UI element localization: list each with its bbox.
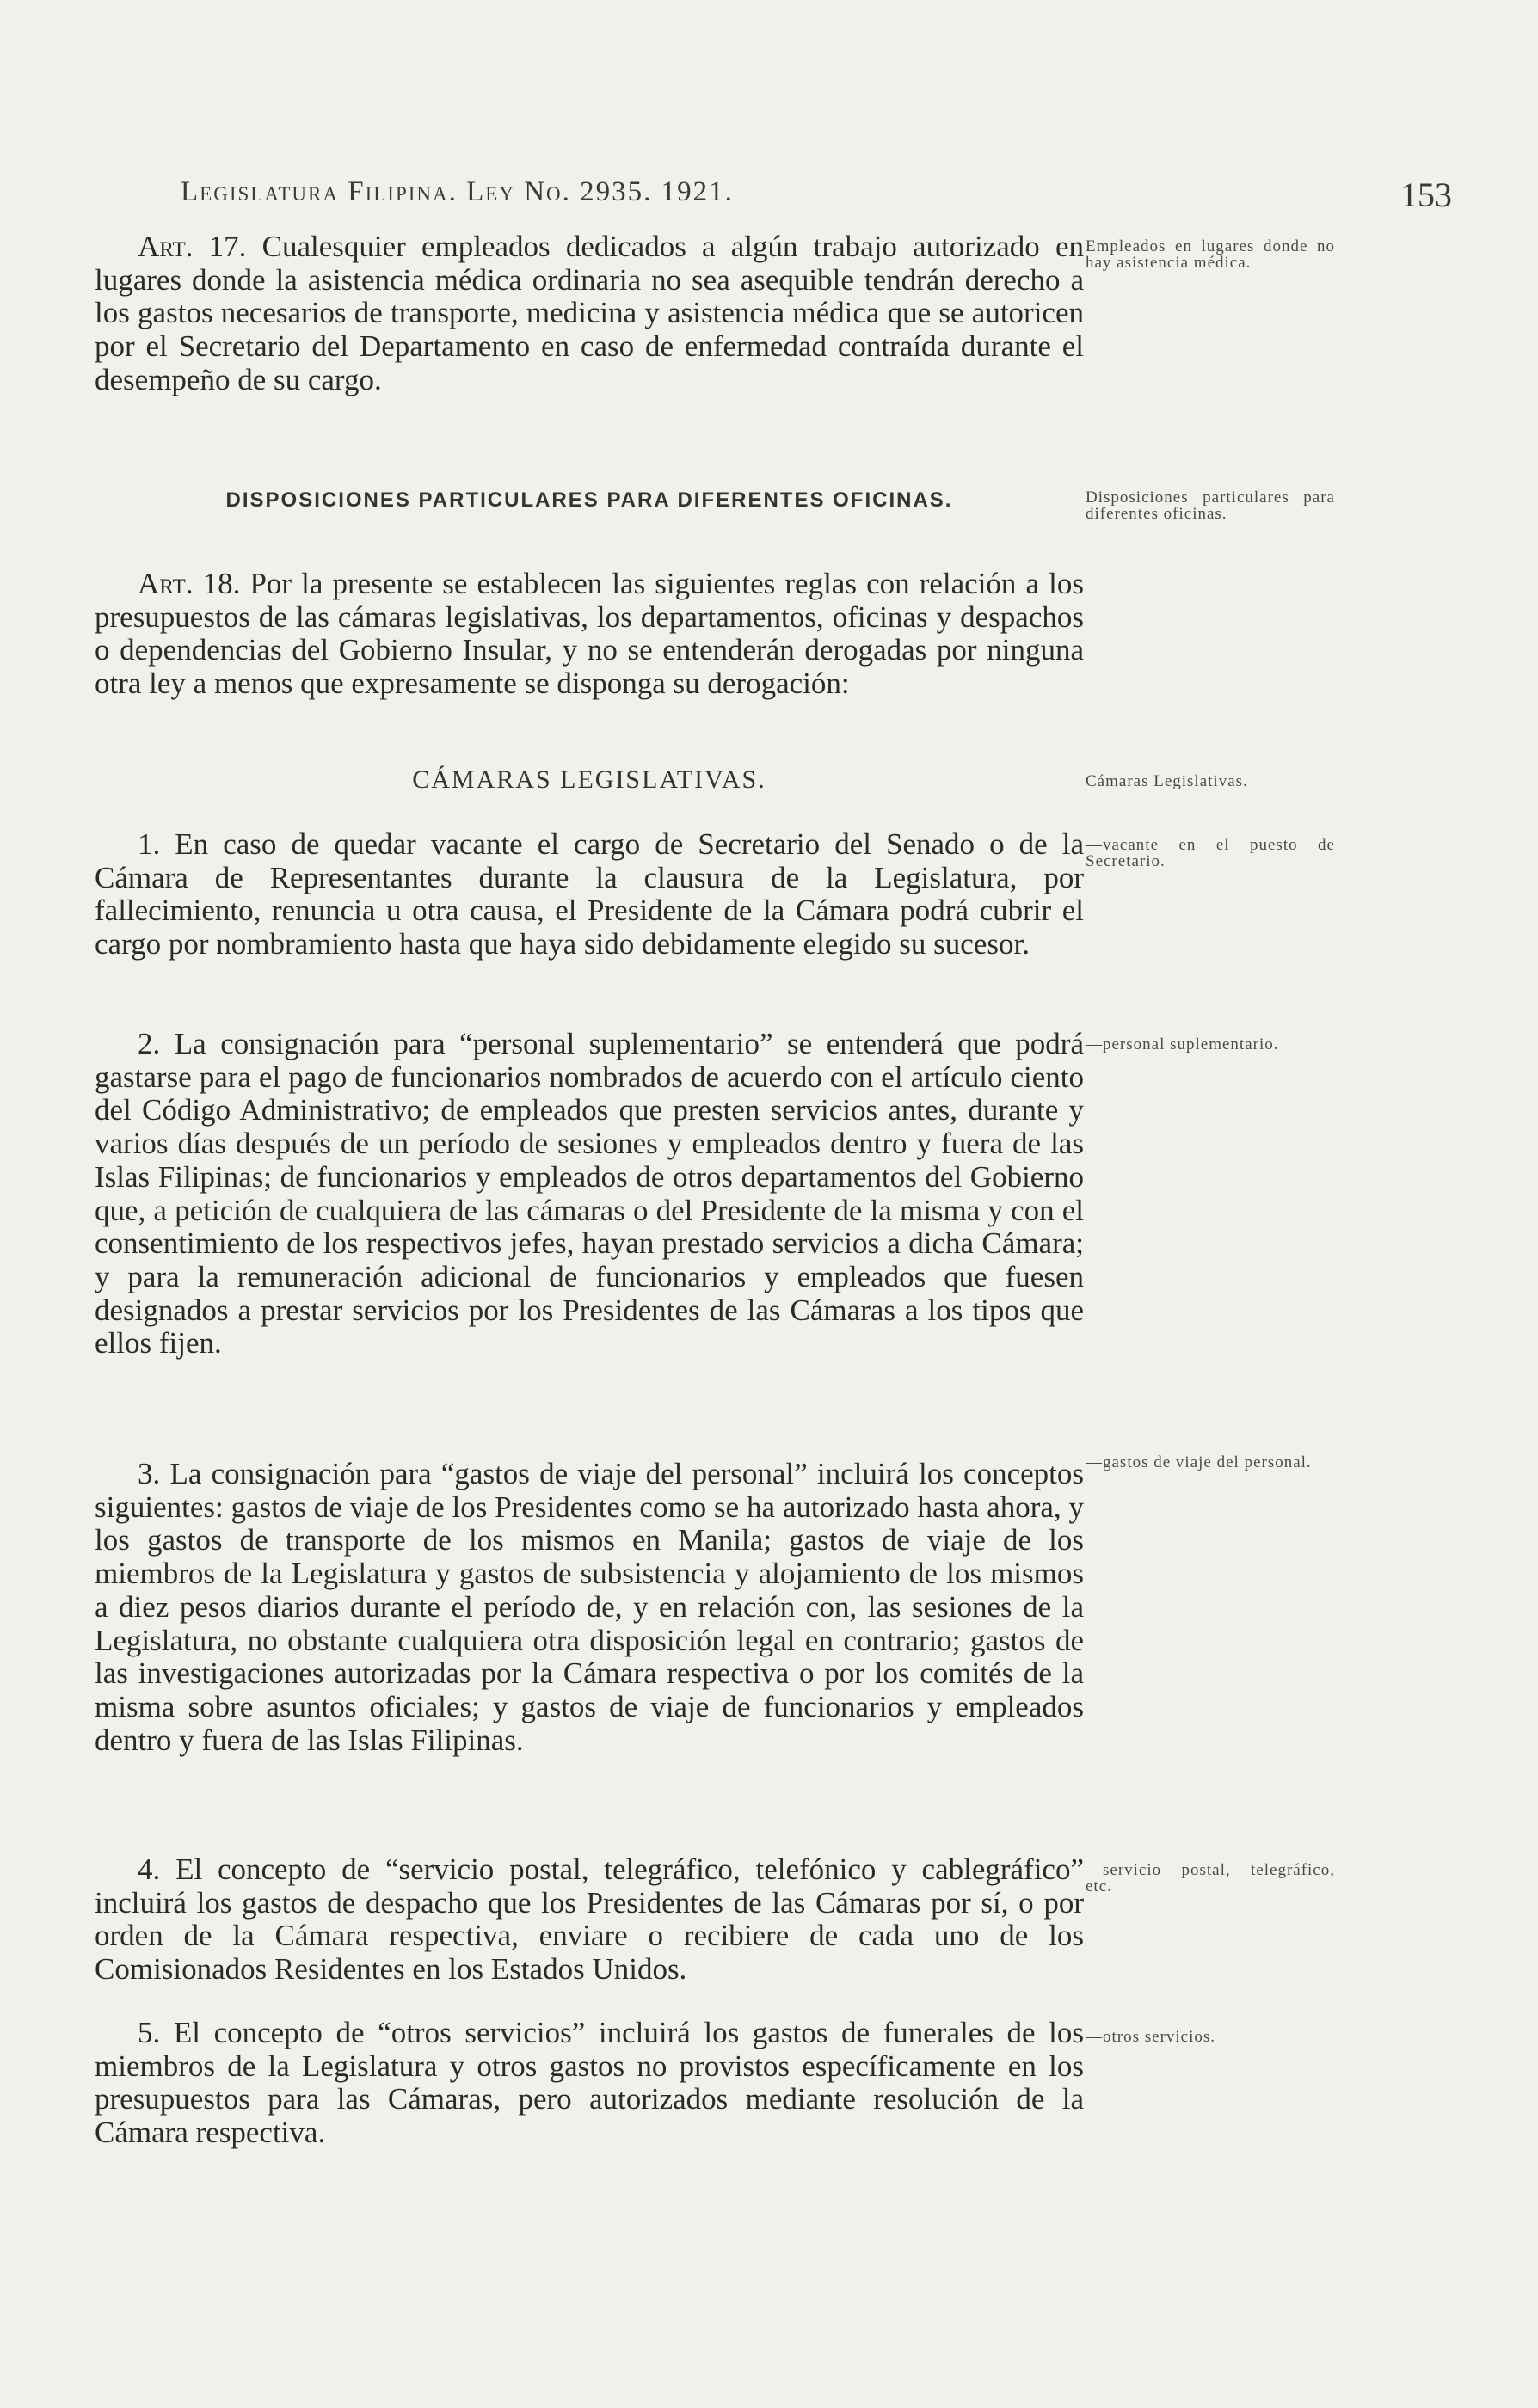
item-text: 2. La consignación para “personal suplementario” se entenderá que podrá gastarse para el pago de funcionarios nombrados de acuerdo con el artículo ciento del Código Administrativo; de empleados que presten servicios antes, durante y varios días después de un período de sesiones y empleados dentro y fuera de las Islas Filipinas; de funcionarios y empleados de otros departamentos del Gobierno que, a petición de cualquiera de las cámaras o del Presidente de la misma y con el consentimiento de los respectivos jefes, hayan prestado servicios a dicha Cámara; y para la remuneración adicional de funcionarios y empleados que fuesen designados a prestar servicios por los Presidentes de las Cámaras a los tipos que ellos fijen.: [95, 1027, 1084, 1361]
article-text: Cualesquier empleados dedicados a algún trabajo autorizado en lugares donde la asistencia médica ordinaria no sea asequible tendrán derecho a los gastos necesarios de transporte, medicina y asistencia médica que se autoricen por el Secretario del Departamento en caso de enfermedad contraída durante el desempeño de su cargo.: [95, 230, 1084, 396]
item-text: 3. La consignación para “gastos de viaje del personal” incluirá los conceptos siguientes: gastos de viaje de los Presidentes como se ha autorizado hasta ahora, y los gastos de transporte de los mismos en Manila; gastos de viaje de los miembros de la Legislatura y gastos de subsistencia y alojamiento de los mismos a diez pesos diarios durante el período de, y en relación con, las sesiones de la Legislatura, no obstante cualquiera otra disposición legal en contrario; gastos de las investigaciones autorizadas por la Cámara respectiva o por los comités de la misma sobre asuntos oficiales; y gastos de viaje de funcionarios y empleados dentro y fuera de las Islas Filipinas.: [95, 1457, 1084, 1757]
item-1: [95, 828, 1084, 961]
item-4: [95, 1853, 1084, 1987]
item-text: 1. En caso de quedar vacante el cargo de Secretario del Senado o de la Cámara de Representantes durante la clausura de la Legislatura, por fallecimiento, renuncia u otra causa, el Presidente de la Cámara podrá cubrir el cargo por nombramiento hasta que haya sido debidamente elegido su sucesor.: [95, 827, 1084, 961]
item-text: 4. El concepto de “servicio postal, telegráfico, telefónico y cablegráfico” incluirá los gastos de despacho que los Presidentes de las Cámaras por sí, o por orden de la Cámara respectiva, enviare o recibiere de cada uno de los Comisionados Residentes en los Estados Unidos.: [95, 1852, 1084, 1987]
page-number: 153: [1400, 175, 1452, 214]
running-header: Legislatura Filipina. Ley No. 2935. 1921.: [181, 176, 734, 207]
item-5: [95, 2017, 1084, 2150]
subheading: CÁMARAS LEGISLATIVAS.: [412, 765, 766, 794]
article-18: [95, 568, 1084, 701]
margin-note: —personal suplementario.: [1086, 1035, 1279, 1054]
margin-note: —otros servicios.: [1086, 2028, 1216, 2046]
margin-note: Empleados en lugares donde no hay asistencia médica.: [1086, 237, 1335, 272]
margin-note: Cámaras Legislativas.: [1086, 772, 1248, 790]
section-heading: DISPOSICIONES PARTICULARES PARA DIFERENTES OFICINAS.: [225, 488, 953, 512]
article-17: [95, 230, 1084, 397]
article-label: Art. 18.: [138, 567, 241, 600]
margin-note: —servicio postal, telegráfico, etc.: [1086, 1861, 1335, 1895]
item-2: [95, 1028, 1084, 1361]
article-text: Por la presente se establecen las siguientes reglas con relación a los presupuestos de las cámaras legislativas, los departamentos, oficinas y despachos o dependencias del Gobierno Insular, y no se entenderán derogadas por ninguna otra ley a menos que expresamente se disponga su derogación:: [95, 567, 1084, 701]
margin-note: —gastos de viaje del personal.: [1086, 1453, 1312, 1471]
margin-note: Disposiciones particulares para diferentes oficinas.: [1086, 488, 1335, 523]
item-3: [95, 1458, 1084, 1757]
margin-note: —vacante en el puesto de Secretario.: [1086, 836, 1335, 870]
article-label: Art. 17.: [138, 230, 247, 263]
item-text: 5. El concepto de “otros servicios” incluirá los gastos de funerales de los miembros de la Legislatura y otros gastos no provistos específicamente en los presupuestos para las Cámaras, pero autorizados mediante resolución de la Cámara respectiva.: [95, 2016, 1084, 2150]
